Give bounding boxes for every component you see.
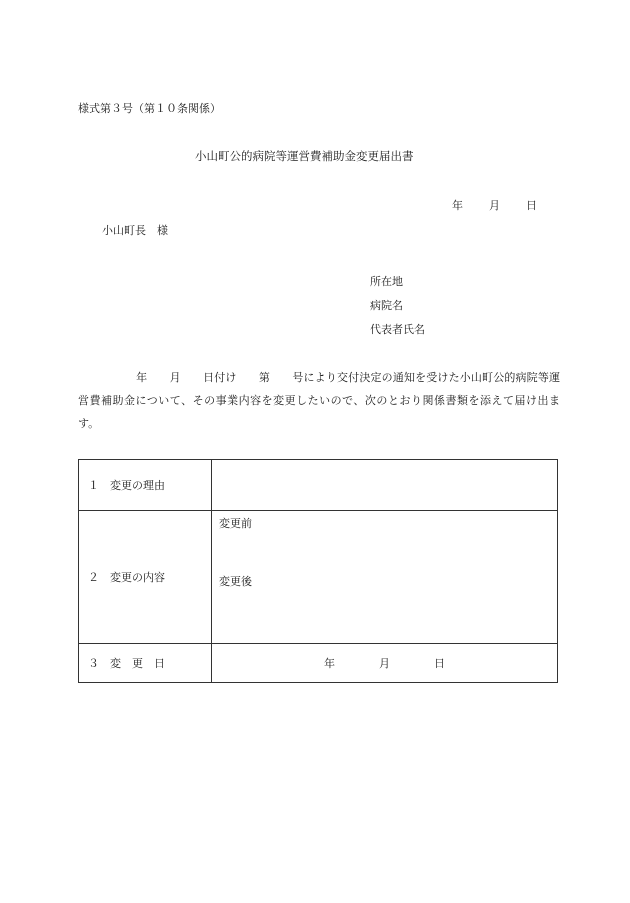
- body-text: 年 月 日付け 第 号により交付決定の通知を受けた小山町公的病院等運営費補助金について、その事業内容を変更したいので、次のとおり関係書類を添えて届け出ます。: [78, 371, 560, 430]
- submission-date: [452, 197, 537, 213]
- change-details-table: [78, 459, 558, 683]
- change-date-label: ３ 変 更 日: [79, 644, 212, 683]
- reason-field[interactable]: [212, 460, 558, 511]
- table-row: [79, 460, 558, 511]
- table-row: [79, 644, 558, 683]
- content-label: ２ 変更の内容: [79, 511, 212, 644]
- document-title: 小山町公的病院等運営費補助金変更届出書: [195, 149, 414, 163]
- hospital-name-label: 病院名: [370, 299, 403, 312]
- address-label: 所在地: [370, 275, 403, 288]
- addressee: 小山町長 様: [102, 224, 168, 237]
- after-change-label: 変更後: [219, 575, 252, 588]
- representative-label: 代表者氏名: [370, 323, 425, 336]
- before-change-label: 変更前: [219, 517, 252, 530]
- date-day: 日: [526, 199, 537, 212]
- table-row: [79, 511, 558, 644]
- form-number: 様式第３号（第１０条関係）: [78, 102, 221, 115]
- content-field[interactable]: [212, 511, 558, 644]
- date-month: 月: [489, 199, 500, 212]
- applicant-block: [370, 270, 425, 342]
- reason-label: １ 変更の理由: [79, 460, 212, 511]
- date-year: 年: [452, 199, 463, 212]
- change-date-field[interactable]: 年 月 日: [212, 644, 558, 683]
